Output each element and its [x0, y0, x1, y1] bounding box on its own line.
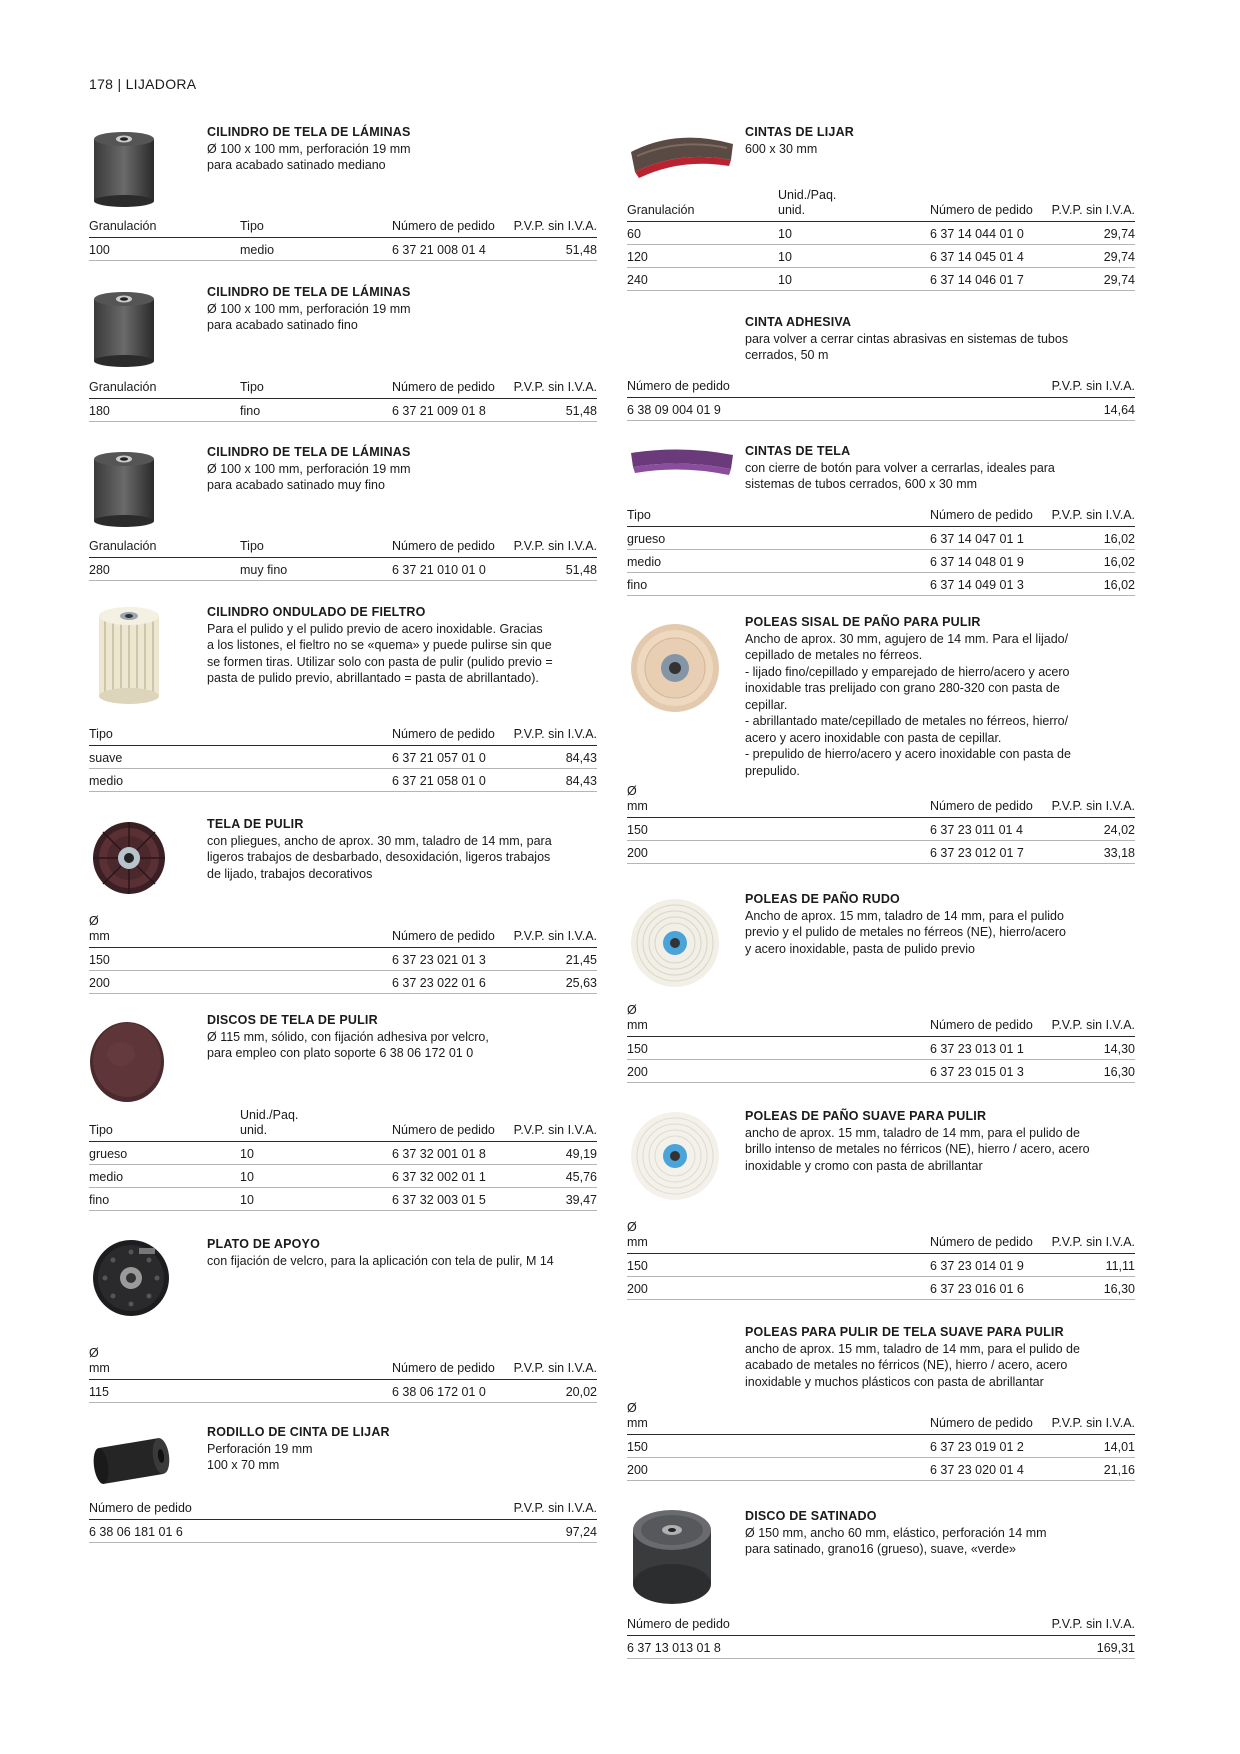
- product-title: DISCOS DE TELA DE PULIR: [207, 1013, 378, 1027]
- table-cell: 150: [627, 1254, 930, 1277]
- coarse-buffing-wheel-icon: [627, 895, 723, 994]
- table-cell: 6 37 32 001 01 8: [392, 1142, 512, 1165]
- product-description: ancho de aprox. 15 mm, taladro de 14 mm, para el pulido de brillo intenso de metales no férricos (NE), hierro / acero, acero inoxidable y cromo con pasta de abrillantar: [745, 1125, 1090, 1173]
- column-header: P.V.P. sin I.V.A.: [1050, 784, 1135, 818]
- backing-pad-icon: [89, 1236, 173, 1323]
- product-description: Ø 150 mm, ancho 60 mm, elástico, perforación 14 mm para satinado, grano16 (grueso), suave, «verde»: [745, 1525, 1047, 1556]
- table-cell: 97,24: [392, 1519, 597, 1542]
- column-header: Número de pedido: [392, 375, 512, 398]
- column-header: P.V.P. sin I.V.A.: [930, 1612, 1135, 1635]
- table-cell: 84,43: [512, 745, 597, 768]
- table-row: [89, 1188, 597, 1211]
- table-cell: 6 37 23 021 01 3: [392, 948, 512, 971]
- table-header-row: [89, 214, 597, 237]
- product-description: Ancho de aprox. 30 mm, agujero de 14 mm. Para el lijado/ cepillado de metales no férreos. - lijado fino/cepillado y emparejado de hierro/acero y acero inoxidable tras prelijado con grano 280-320 con pasta de cepillar. - abrillantado mate/cepillado de metales no férreos, hierro/ acero y acero inoxidable con pasta de cepillar. - prepulido de hierro/acero y acero inoxidable con pasta de prepulido.: [745, 631, 1071, 778]
- product-title: CINTAS DE LIJAR: [745, 125, 855, 139]
- column-header: Número de pedido: [930, 1401, 1050, 1435]
- table-cell: 14,01: [1050, 1435, 1135, 1458]
- column-header: Granulación: [89, 375, 240, 398]
- sisal-buffing-wheel-icon: [627, 620, 723, 719]
- product-table: [89, 375, 597, 422]
- table-cell: suave: [89, 745, 392, 768]
- table-cell: 6 37 23 016 01 6: [930, 1277, 1050, 1300]
- table-cell: 6 37 14 047 01 1: [930, 526, 1050, 549]
- column-header: P.V.P. sin I.V.A.: [512, 914, 597, 948]
- table-cell: grueso: [627, 526, 930, 549]
- table-cell: 24,02: [1050, 818, 1135, 841]
- table-row: [627, 268, 1135, 291]
- column-header: Número de pedido: [930, 188, 1050, 222]
- table-header-row: [627, 188, 1135, 222]
- table-cell: 6 37 13 013 01 8: [627, 1635, 930, 1658]
- table-header-row: [627, 1401, 1135, 1435]
- flap-wheel-cylinder-icon: [89, 449, 159, 530]
- table-cell: 16,02: [1050, 549, 1135, 572]
- product-title: CILINDRO DE TELA DE LÁMINAS: [207, 445, 411, 459]
- product-table: [89, 722, 597, 792]
- product-title: CILINDRO ONDULADO DE FIELTRO: [207, 605, 426, 619]
- column-header: Ø mm: [627, 1003, 930, 1037]
- column-header: Número de pedido: [930, 503, 1050, 526]
- column-header: Número de pedido: [392, 534, 512, 557]
- table-row: [89, 557, 597, 580]
- product-title: POLEAS DE PAÑO SUAVE PARA PULIR: [745, 1109, 987, 1123]
- product-description: Ancho de aprox. 15 mm, taladro de 14 mm, para el pulido previo y el pulido de metales no férreos (NE), hierro/acero y acero inoxidable, pasta de pulido previo: [745, 908, 1066, 956]
- satin-finish-disc-icon: [627, 1508, 717, 1611]
- product-title: POLEAS PARA PULIR DE TELA SUAVE PARA PULIR: [745, 1325, 1064, 1339]
- table-cell: 180: [89, 398, 240, 421]
- table-cell: 100: [89, 237, 240, 260]
- table-cell: 6 37 23 013 01 1: [930, 1037, 1050, 1060]
- column-header: P.V.P. sin I.V.A.: [512, 1108, 597, 1142]
- table-cell: 6 37 23 014 01 9: [930, 1254, 1050, 1277]
- column-header: P.V.P. sin I.V.A.: [1050, 503, 1135, 526]
- table-cell: muy fino: [240, 557, 392, 580]
- table-row: [627, 1435, 1135, 1458]
- column-header: Tipo: [627, 503, 930, 526]
- column-header: P.V.P. sin I.V.A.: [512, 1346, 597, 1380]
- product-title: CILINDRO DE TELA DE LÁMINAS: [207, 125, 411, 139]
- table-cell: 6 37 21 058 01 0: [392, 768, 512, 791]
- table-header-row: [627, 374, 1135, 397]
- table-header-row: [627, 1220, 1135, 1254]
- table-cell: 10: [778, 245, 930, 268]
- product-title: CINTA ADHESIVA: [745, 315, 852, 329]
- product-table: [627, 784, 1135, 864]
- table-cell: 280: [89, 557, 240, 580]
- column-header: Ø mm: [627, 784, 930, 818]
- product-table: [89, 1108, 597, 1211]
- table-cell: 169,31: [930, 1635, 1135, 1658]
- table-row: [627, 841, 1135, 864]
- product-description: con fijación de velcro, para la aplicación con tela de pulir, M 14: [207, 1253, 554, 1268]
- table-header-row: [627, 1003, 1135, 1037]
- table-header-row: [627, 503, 1135, 526]
- table-row: [627, 1635, 1135, 1658]
- column-header: Tipo: [89, 1108, 240, 1142]
- table-cell: 45,76: [512, 1165, 597, 1188]
- product-title: DISCO DE SATINADO: [745, 1509, 877, 1523]
- table-cell: 6 37 23 015 01 3: [930, 1060, 1050, 1083]
- column-header: Ø mm: [89, 1346, 392, 1380]
- table-cell: 6 37 14 045 01 4: [930, 245, 1050, 268]
- table-cell: 6 37 23 020 01 4: [930, 1458, 1050, 1481]
- table-row: [89, 1142, 597, 1165]
- table-cell: 150: [627, 1037, 930, 1060]
- table-cell: 120: [627, 245, 778, 268]
- column-header: P.V.P. sin I.V.A.: [930, 374, 1135, 397]
- product-description: para volver a cerrar cintas abrasivas en sistemas de tubos cerrados, 50 m: [745, 331, 1069, 362]
- column-header: Número de pedido: [627, 374, 930, 397]
- product-table: [627, 188, 1135, 291]
- product-title: CINTAS DE TELA: [745, 444, 851, 458]
- column-header: P.V.P. sin I.V.A.: [1050, 1003, 1135, 1037]
- table-cell: 200: [627, 841, 930, 864]
- table-cell: 51,48: [512, 237, 597, 260]
- product-title: RODILLO DE CINTA DE LIJAR: [207, 1425, 390, 1439]
- table-cell: 6 37 14 049 01 3: [930, 572, 1050, 595]
- table-header-row: [627, 1612, 1135, 1635]
- column-header: Número de pedido: [392, 722, 512, 745]
- table-cell: 150: [627, 818, 930, 841]
- column-header: P.V.P. sin I.V.A.: [512, 722, 597, 745]
- table-cell: fino: [89, 1188, 240, 1211]
- polishing-disc-icon: [89, 1014, 169, 1107]
- column-header: Unid./Paq. unid.: [778, 188, 930, 222]
- table-row: [89, 1519, 597, 1542]
- table-cell: 6 37 23 022 01 6: [392, 971, 512, 994]
- column-header: P.V.P. sin I.V.A.: [512, 375, 597, 398]
- table-cell: 6 37 23 019 01 2: [930, 1435, 1050, 1458]
- column-header: Tipo: [240, 214, 392, 237]
- table-cell: 10: [240, 1142, 392, 1165]
- table-cell: 6 37 21 008 01 4: [392, 237, 512, 260]
- cloth-belt-icon: [627, 443, 737, 482]
- table-cell: 6 37 32 003 01 5: [392, 1188, 512, 1211]
- column-header: P.V.P. sin I.V.A.: [1050, 1220, 1135, 1254]
- product-description: Perforación 19 mm 100 x 70 mm: [207, 1441, 313, 1472]
- column-header: Número de pedido: [392, 1108, 512, 1142]
- table-cell: 6 37 21 010 01 0: [392, 557, 512, 580]
- table-cell: 16,30: [1050, 1060, 1135, 1083]
- column-header: Número de pedido: [392, 1346, 512, 1380]
- flap-wheel-cylinder-icon: [89, 129, 159, 210]
- table-row: [627, 526, 1135, 549]
- table-row: [627, 1277, 1135, 1300]
- product-description: ancho de aprox. 15 mm, taladro de 14 mm, para el pulido de acabado de metales no férricos (NE), hierro / acero, acero inoxidable y muchos plásticos con pasta de abrillantar: [745, 1341, 1080, 1389]
- table-cell: medio: [89, 1165, 240, 1188]
- table-cell: 200: [627, 1458, 930, 1481]
- table-cell: 10: [778, 268, 930, 291]
- table-row: [627, 1037, 1135, 1060]
- product-table: [627, 1003, 1135, 1083]
- column-header: Unid./Paq. unid.: [240, 1108, 392, 1142]
- table-cell: 16,02: [1050, 526, 1135, 549]
- product-description: Para el pulido y el pulido previo de acero inoxidable. Gracias a los listones, el fieltro no se «quema» y puede pulirse sin que se formen tiras. Utilizar solo con pasta de pulir (pulido previo = pasta de pulido previo, abrillantado = pasta de abrillantado).: [207, 621, 553, 685]
- column-header: Granulación: [89, 214, 240, 237]
- table-cell: fino: [627, 572, 930, 595]
- table-row: [627, 1060, 1135, 1083]
- table-cell: 20,02: [512, 1380, 597, 1403]
- table-cell: 6 37 21 009 01 8: [392, 398, 512, 421]
- product-table: [627, 1612, 1135, 1659]
- table-row: [89, 768, 597, 791]
- table-cell: 16,02: [1050, 572, 1135, 595]
- column-header: P.V.P. sin I.V.A.: [512, 534, 597, 557]
- column-header: Granulación: [89, 534, 240, 557]
- table-row: [89, 1380, 597, 1403]
- product-description: Ø 100 x 100 mm, perforación 19 mm para acabado satinado muy fino: [207, 461, 411, 492]
- table-cell: medio: [240, 237, 392, 260]
- table-cell: 6 37 23 012 01 7: [930, 841, 1050, 864]
- table-cell: 150: [89, 948, 392, 971]
- column-header: Número de pedido: [930, 1220, 1050, 1254]
- table-cell: 6 37 21 057 01 0: [392, 745, 512, 768]
- table-header-row: [89, 1108, 597, 1142]
- table-cell: 150: [627, 1435, 930, 1458]
- table-row: [627, 397, 1135, 420]
- table-row: [627, 1458, 1135, 1481]
- product-table: [627, 503, 1135, 596]
- table-cell: 14,64: [930, 397, 1135, 420]
- table-cell: 6 37 32 002 01 1: [392, 1165, 512, 1188]
- table-cell: 6 37 23 011 01 4: [930, 818, 1050, 841]
- product-description: con pliegues, ancho de aprox. 30 mm, taladro de 14 mm, para ligeros trabajos de desbarbado, desoxidación, ligeros trabajos de lijado, trabajos decorativos: [207, 833, 552, 881]
- product-description: Ø 100 x 100 mm, perforación 19 mm para acabado satinado mediano: [207, 141, 411, 172]
- product-title: TELA DE PULIR: [207, 817, 304, 831]
- table-cell: 10: [240, 1188, 392, 1211]
- table-cell: 39,47: [512, 1188, 597, 1211]
- product-description: con cierre de botón para volver a cerrarlas, ideales para sistemas de tubos cerrados, 600 x 30 mm: [745, 460, 1055, 491]
- table-header-row: [89, 534, 597, 557]
- table-cell: 14,30: [1050, 1037, 1135, 1060]
- product-table: [89, 914, 597, 994]
- column-header: Ø mm: [627, 1220, 930, 1254]
- product-title: POLEAS DE PAÑO RUDO: [745, 892, 900, 906]
- table-cell: 6 37 14 046 01 7: [930, 268, 1050, 291]
- table-cell: 6 37 14 044 01 0: [930, 222, 1050, 245]
- table-row: [89, 948, 597, 971]
- table-row: [627, 818, 1135, 841]
- column-header: Número de pedido: [392, 914, 512, 948]
- table-row: [627, 222, 1135, 245]
- column-header: P.V.P. sin I.V.A.: [512, 214, 597, 237]
- table-cell: 33,18: [1050, 841, 1135, 864]
- column-header: Tipo: [240, 534, 392, 557]
- table-row: [627, 549, 1135, 572]
- table-header-row: [627, 784, 1135, 818]
- table-header-row: [89, 914, 597, 948]
- column-header: P.V.P. sin I.V.A.: [1050, 188, 1135, 222]
- column-header: Ø mm: [89, 914, 392, 948]
- product-description: 600 x 30 mm: [745, 141, 818, 156]
- table-cell: 10: [240, 1165, 392, 1188]
- table-cell: 200: [627, 1060, 930, 1083]
- product-description: Ø 100 x 100 mm, perforación 19 mm para acabado satinado fino: [207, 301, 411, 332]
- table-cell: 11,11: [1050, 1254, 1135, 1277]
- product-table: [627, 1401, 1135, 1481]
- product-table: [89, 1496, 597, 1543]
- product-table: [627, 374, 1135, 421]
- table-cell: 29,74: [1050, 222, 1135, 245]
- table-cell: 115: [89, 1380, 392, 1403]
- table-cell: 60: [627, 222, 778, 245]
- column-header: Granulación: [627, 188, 778, 222]
- column-header: Número de pedido: [627, 1612, 930, 1635]
- product-table: [627, 1220, 1135, 1300]
- column-header: Número de pedido: [392, 214, 512, 237]
- table-cell: medio: [627, 549, 930, 572]
- soft-buffing-wheel-icon: [627, 1108, 723, 1207]
- table-row: [627, 245, 1135, 268]
- sanding-belt-roller-icon: [89, 1430, 179, 1493]
- column-header: P.V.P. sin I.V.A.: [1050, 1401, 1135, 1435]
- table-cell: 21,16: [1050, 1458, 1135, 1481]
- table-cell: 6 37 14 048 01 9: [930, 549, 1050, 572]
- table-cell: 29,74: [1050, 268, 1135, 291]
- table-cell: 29,74: [1050, 245, 1135, 268]
- table-row: [89, 237, 597, 260]
- table-row: [89, 745, 597, 768]
- table-cell: medio: [89, 768, 392, 791]
- table-cell: 51,48: [512, 557, 597, 580]
- table-cell: 84,43: [512, 768, 597, 791]
- table-cell: 240: [627, 268, 778, 291]
- table-cell: fino: [240, 398, 392, 421]
- table-header-row: [89, 722, 597, 745]
- table-cell: 25,63: [512, 971, 597, 994]
- product-title: POLEAS SISAL DE PAÑO PARA PULIR: [745, 615, 981, 629]
- column-header: Número de pedido: [89, 1496, 392, 1519]
- table-cell: 21,45: [512, 948, 597, 971]
- column-header: Tipo: [240, 375, 392, 398]
- column-header: Ø mm: [627, 1401, 930, 1435]
- sanding-belt-icon: [627, 132, 737, 185]
- flap-wheel-cylinder-icon: [89, 289, 159, 370]
- table-cell: 16,30: [1050, 1277, 1135, 1300]
- table-header-row: [89, 1346, 597, 1380]
- product-table: [89, 214, 597, 261]
- table-row: [627, 572, 1135, 595]
- table-row: [89, 398, 597, 421]
- page-header: 178 | LIJADORA: [89, 76, 197, 92]
- product-table: [89, 1346, 597, 1403]
- product-description: Ø 115 mm, sólido, con fijación adhesiva por velcro, para empleo con plato soporte 6 38 06 172 01 0: [207, 1029, 489, 1060]
- table-cell: 6 38 09 004 01 9: [627, 397, 930, 420]
- table-cell: 49,19: [512, 1142, 597, 1165]
- table-cell: 200: [627, 1277, 930, 1300]
- table-cell: 6 38 06 181 01 6: [89, 1519, 392, 1542]
- column-header: Número de pedido: [930, 784, 1050, 818]
- polishing-cloth-wheel-icon: [89, 818, 169, 901]
- table-cell: 6 38 06 172 01 0: [392, 1380, 512, 1403]
- table-row: [89, 1165, 597, 1188]
- table-row: [89, 971, 597, 994]
- product-title: PLATO DE APOYO: [207, 1237, 320, 1251]
- table-header-row: [89, 1496, 597, 1519]
- column-header: Tipo: [89, 722, 392, 745]
- felt-roller-icon: [89, 604, 169, 711]
- product-table: [89, 534, 597, 581]
- table-cell: 200: [89, 971, 392, 994]
- column-header: Número de pedido: [930, 1003, 1050, 1037]
- table-header-row: [89, 375, 597, 398]
- table-cell: grueso: [89, 1142, 240, 1165]
- column-header: P.V.P. sin I.V.A.: [392, 1496, 597, 1519]
- table-cell: 10: [778, 222, 930, 245]
- table-row: [627, 1254, 1135, 1277]
- table-cell: 51,48: [512, 398, 597, 421]
- product-title: CILINDRO DE TELA DE LÁMINAS: [207, 285, 411, 299]
